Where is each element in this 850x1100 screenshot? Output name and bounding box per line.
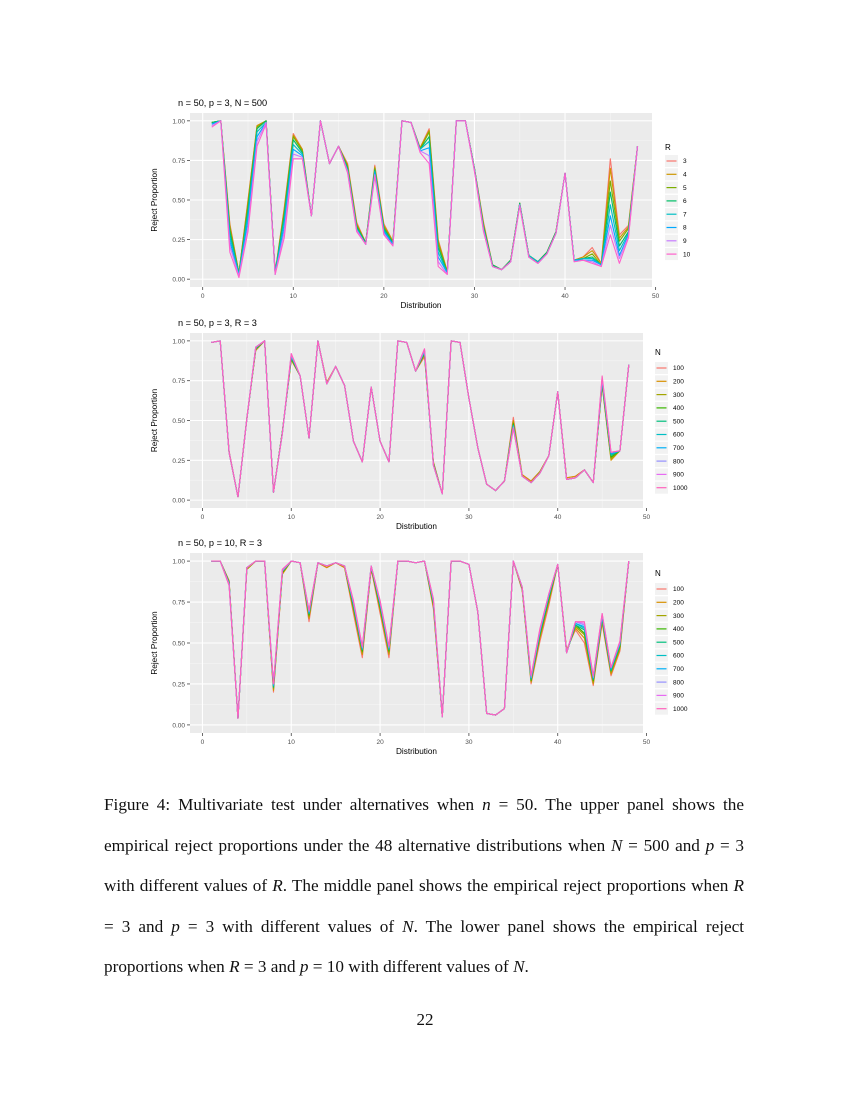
legend-label: 500 [673, 639, 684, 647]
y-tick-label: 1.00 [172, 558, 185, 566]
legend-label: 6 [683, 198, 687, 206]
y-tick-label: 0.00 [172, 722, 185, 730]
legend-label: 800 [673, 679, 684, 687]
y-tick-label: 0.00 [172, 276, 185, 284]
legend-label: 1000 [673, 705, 688, 713]
legend-label: 100 [673, 365, 684, 373]
chart-title: n = 50, p = 3, N = 500 [178, 98, 268, 108]
legend-label: 10 [683, 251, 691, 259]
x-axis-label: Distribution [400, 301, 442, 310]
y-tick-label: 0.50 [172, 197, 185, 205]
legend-label: 7 [683, 211, 687, 219]
y-tick-label: 0.75 [172, 599, 185, 607]
x-tick-label: 40 [561, 293, 569, 300]
legend-label: 800 [673, 458, 684, 466]
y-tick-label: 0.25 [172, 681, 185, 689]
x-tick-label: 10 [289, 293, 297, 300]
y-axis-label: Reject Proportion [150, 611, 159, 675]
x-tick-label: 0 [200, 293, 205, 300]
legend-label: 600 [673, 652, 684, 660]
legend-label: 100 [673, 586, 684, 594]
legend-label: 600 [673, 431, 684, 439]
legend-label: 3 [683, 158, 687, 166]
x-tick-label: 20 [376, 514, 384, 521]
y-tick-label: 0.25 [172, 457, 185, 465]
y-tick-label: 0.75 [172, 378, 185, 386]
legend-label: 9 [683, 238, 687, 245]
legend-label: 700 [673, 666, 684, 673]
y-axis-label: Reject Proportion [150, 388, 159, 453]
figure-caption: Figure 4: Multivariate test under alternatives when n = 50. The upper panel shows the empirical reject proportions under the 48 alternative distributions when N = 500 and p = 3 with different values of R. The middle panel shows the empirical reject proportions when R = 3 and p = 3 with different values of N. The lower panel shows the empirical reject proportions when R = 3 and p = 10 with different values of N. [104, 795, 744, 976]
y-tick-label: 0.50 [172, 640, 185, 648]
x-tick-label: 30 [465, 514, 473, 521]
x-tick-label: 10 [287, 739, 295, 746]
legend-label: 900 [673, 692, 684, 700]
legend-label: 400 [673, 405, 684, 413]
legend-title: N [655, 569, 661, 578]
legend-label: 300 [673, 612, 684, 620]
chart-title: n = 50, p = 3, R = 3 [178, 318, 257, 328]
x-tick-label: 40 [554, 739, 562, 746]
legend-label: 1000 [673, 484, 688, 492]
page-number: 22 [416, 1010, 434, 1029]
y-tick-label: 0.75 [172, 157, 185, 165]
x-axis-label: Distribution [396, 747, 437, 756]
x-tick-label: 30 [465, 739, 473, 746]
chart-title: n = 50, p = 10, R = 3 [178, 538, 263, 548]
legend-label: 5 [683, 184, 687, 192]
legend-label: 4 [683, 171, 687, 179]
legend-label: 200 [673, 378, 684, 386]
y-tick-label: 1.00 [172, 118, 185, 126]
x-tick-label: 40 [554, 514, 562, 521]
x-tick-label: 20 [376, 739, 384, 746]
x-tick-label: 0 [200, 514, 205, 521]
legend-label: 700 [673, 445, 684, 452]
x-axis-label: Distribution [396, 522, 437, 531]
legend-title: R [665, 143, 671, 152]
x-tick-label: 20 [380, 293, 388, 300]
legend-label: 8 [683, 224, 687, 232]
legend-label: 900 [673, 471, 684, 479]
x-tick-label: 10 [287, 514, 295, 521]
chart-panel-1 [150, 98, 691, 310]
y-tick-label: 1.00 [172, 338, 185, 346]
chart-panel-2 [150, 318, 688, 531]
x-tick-label: 50 [642, 739, 651, 746]
y-tick-label: 0.25 [172, 237, 185, 245]
x-tick-label: 50 [652, 293, 660, 300]
legend-label: 400 [673, 626, 684, 634]
legend-label: 300 [673, 391, 684, 399]
y-axis-label: Reject Proportion [150, 168, 159, 232]
x-tick-label: 50 [642, 514, 651, 521]
legend-title: N [655, 348, 661, 357]
legend-label: 200 [673, 599, 684, 607]
y-tick-label: 0.00 [172, 497, 185, 505]
x-tick-label: 0 [200, 739, 205, 746]
chart-panel-3 [150, 538, 688, 756]
y-tick-label: 0.50 [172, 418, 185, 425]
legend-label: 500 [673, 418, 684, 426]
x-tick-label: 30 [470, 293, 479, 300]
